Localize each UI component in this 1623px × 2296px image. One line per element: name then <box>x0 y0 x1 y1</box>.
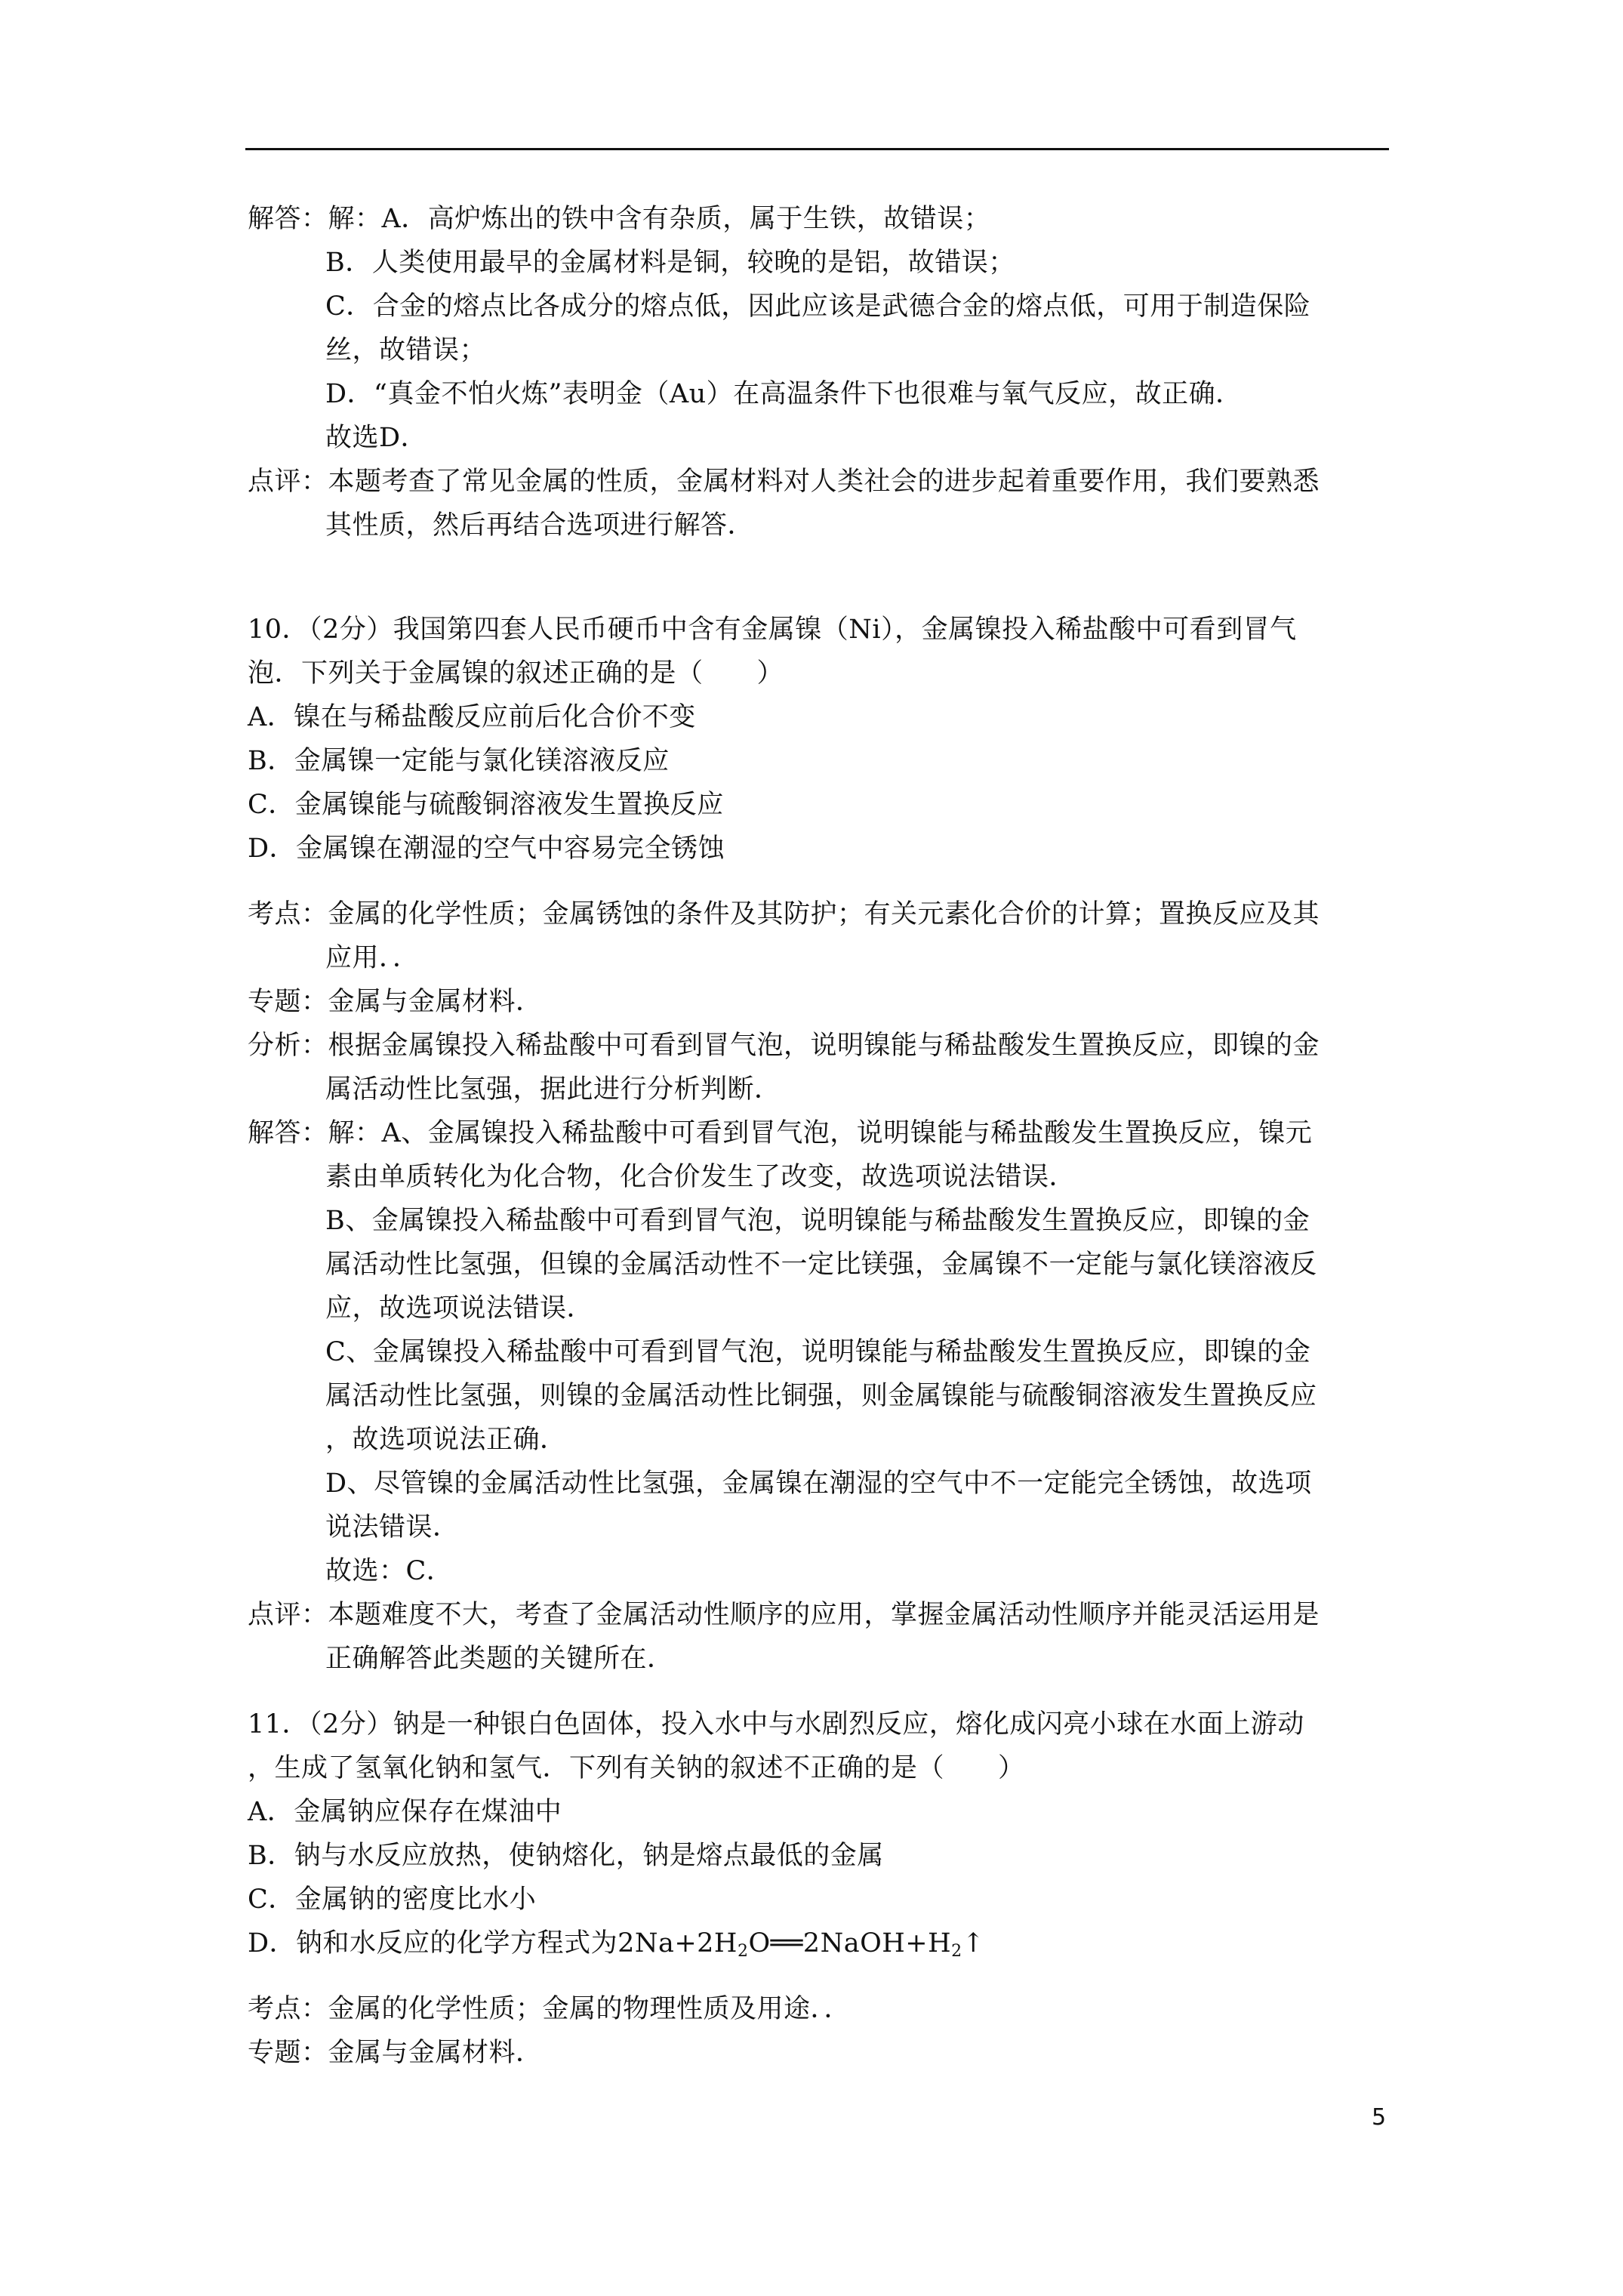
page-number: 5 <box>1372 2104 1387 2131</box>
equation-subscript: 2 <box>951 1942 962 1961</box>
q10-jieda-a-line1: 解答：解：A、金属镍投入稀盐酸中可看到冒气泡，说明镍能与稀盐酸发生置换反应，镍元 <box>248 1118 1313 1148</box>
q10-jieda-d-line2: 说法错误． <box>325 1512 460 1542</box>
q9-answer-c-line2: 丝，故错误； <box>325 335 487 365</box>
q10-jieda-c-line2: 属活动性比氢强，则镍的金属活动性比铜强，则金属镍能与硫酸铜溶液发生置换反应 <box>325 1381 1317 1411</box>
q10-jieda-b-line2: 属活动性比氢强，但镍的金属活动性不一定比镁强，金属镍不一定能与氯化镁溶液反 <box>325 1250 1317 1280</box>
q10-stem-line2: 泡．下列关于金属镍的叙述正确的是（ ） <box>248 658 784 689</box>
q10-choose: 故选：C． <box>325 1556 454 1586</box>
q11-option-a: A．金属钠应保存在煤油中 <box>248 1797 562 1827</box>
equation-part: O══2NaOH+H <box>748 1928 952 1959</box>
q9-answer-c-line1: C．合金的熔点比各成分的熔点低，因此应该是武德合金的熔点低，可用于制造保险 <box>325 291 1311 322</box>
q11-stem-line2: ，生成了氢氧化钠和氢气．下列有关钠的叙述不正确的是（ ） <box>248 1753 1025 1783</box>
q11-option-b: B．钠与水反应放热，使钠熔化，钠是熔点最低的金属 <box>248 1841 884 1871</box>
q10-jieda-b-line1: B、金属镍投入稀盐酸中可看到冒气泡，说明镍能与稀盐酸发生置换反应，即镍的金 <box>325 1206 1310 1236</box>
q10-dianping-line1: 点评：本题难度不大，考查了金属活动性顺序的应用，掌握金属活动性顺序并能灵活运用是 <box>248 1600 1320 1630</box>
q9-answer-b: B．人类使用最早的金属材料是铜，较晚的是铝，故错误； <box>325 248 1015 278</box>
q9-comment-line2: 其性质，然后再结合选项进行解答． <box>325 510 755 541</box>
q11-option-d-text: D．钠和水反应的化学方程式为 <box>248 1928 618 1959</box>
q11-option-d <box>248 1925 984 1962</box>
q9-choose: 故选D． <box>325 423 428 453</box>
q11-zhuanti: 专题：金属与金属材料． <box>248 2038 543 2068</box>
q9-comment-line1: 点评：本题考查了常见金属的性质，金属材料对人类社会的进步起着重要作用，我们要熟悉 <box>248 467 1320 497</box>
q10-fenxi-line2: 属活动性比氢强，据此进行分析判断． <box>325 1074 781 1105</box>
equation-subscript: 2 <box>737 1942 749 1961</box>
q9-answer-a: 解答：解：A．高炉炼出的铁中含有杂质，属于生铁，故错误； <box>248 204 991 234</box>
q10-stem-line1: 10．（2分）我国第四套人民币硬币中含有金属镍（Ni），金属镍投入稀盐酸中可看到冒气 <box>248 615 1297 645</box>
q10-option-a: A．镍在与稀盐酸反应前后化合价不变 <box>248 702 696 732</box>
q10-jieda-c-line1: C、金属镍投入稀盐酸中可看到冒气泡，说明镍能与稀盐酸发生置换反应，即镍的金 <box>325 1337 1311 1367</box>
q10-kaodian-line1: 考点：金属的化学性质；金属锈蚀的条件及其防护；有关元素化合价的计算；置换反应及其 <box>248 899 1320 929</box>
q10-jieda-c-line3: ，故选项说法正确． <box>325 1425 567 1455</box>
q11-option-c: C．金属钠的密度比水小 <box>248 1885 537 1915</box>
q9-answer-d: D．“真金不怕火炼”表明金（Au）在高温条件下也很难与氧气反应，故正确． <box>325 379 1243 409</box>
q10-kaodian-line2: 应用．． <box>325 943 420 973</box>
q10-option-b: B．金属镍一定能与氯化镁溶液反应 <box>248 746 670 776</box>
q10-option-d: D．金属镍在潮湿的空气中容易完全锈蚀 <box>248 834 725 864</box>
q10-dianping-line2: 正确解答此类题的关键所在． <box>325 1644 674 1674</box>
q10-jieda-d-line1: D、尽管镍的金属活动性比氢强，金属镍在潮湿的空气中不一定能完全锈蚀，故选项 <box>325 1469 1312 1499</box>
equation-part: 2Na+2H <box>617 1928 738 1959</box>
q10-jieda-a-line2: 素由单质转化为化合物，化合价发生了改变，故选项说法错误． <box>325 1162 1076 1192</box>
q11-kaodian: 考点：金属的化学性质；金属的物理性质及用途．． <box>248 1994 852 2024</box>
q10-option-c: C．金属镍能与硫酸铜溶液发生置换反应 <box>248 790 724 820</box>
q11-stem-line1: 11．（2分）钠是一种银白色固体，投入水中与水剧烈反应，熔化成闪亮小球在水面上游动 <box>248 1709 1304 1740</box>
q10-zhuanti: 专题：金属与金属材料． <box>248 987 543 1017</box>
chemical-equation <box>617 1928 984 1959</box>
q10-jieda-b-line3: 应，故选项说法错误． <box>325 1293 594 1324</box>
gas-arrow-icon: ↑ <box>962 1928 985 1959</box>
q10-fenxi-line1: 分析：根据金属镍投入稀盐酸中可看到冒气泡，说明镍能与稀盐酸发生置换反应，即镍的金 <box>248 1031 1320 1061</box>
header-rule <box>245 148 1389 150</box>
